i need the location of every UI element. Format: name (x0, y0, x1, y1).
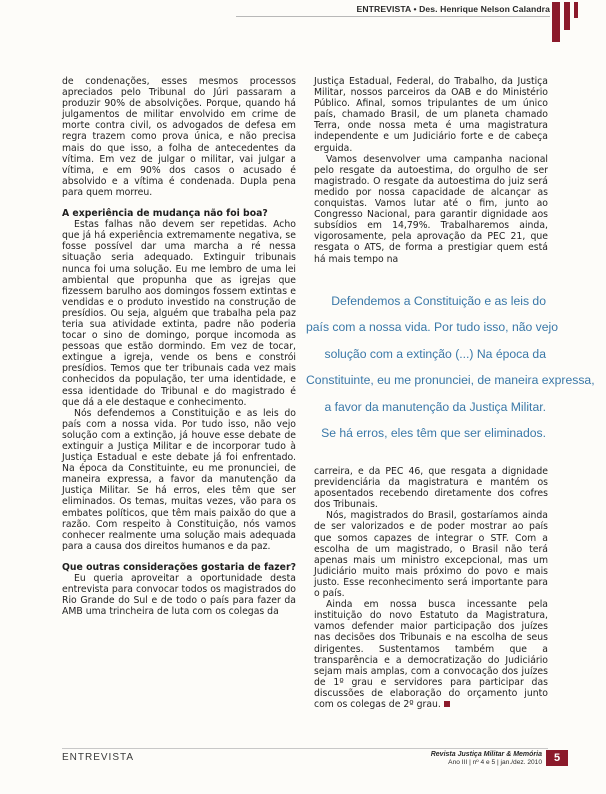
right-column-top (314, 76, 548, 265)
journal-title: Revista Justiça Militar & Memória (430, 751, 542, 758)
paragraph: Justiça Estadual, Federal, do Trabalho, da Justiça Militar, nossos parceiros da OAB e do Ministério Público. Afinal, somos tripulantes de um único país, chamado Brasil, de um planeta chamado Terra, onde nossa meta é uma magistratura independente e um Judiciário forte e de cabeça erguida. (314, 76, 548, 154)
paragraph: Eu queria aproveitar a oportunidade desta entrevista para convocar todos os magistrados do Rio Grande do Sul e de todo o país para fazer da AMB uma trincheira de luta com os colegas da (62, 573, 296, 618)
pull-quote-line: a favor da manutenção da Justiça Militar. (324, 399, 546, 414)
footer-section-label: ENTREVISTA (62, 752, 135, 763)
paragraph: de condenações, esses mesmos processos apreciados pelo Tribunal do Júri passaram a produzir 90% de absolvições. Porque, quando há julgamentos de militar envolvido em crime de morte contra civil, os advogados de defesa em regra trazem como prova única, e não precisa mais do que isso, a folha de antecedentes da vítima. Em vez de julgar o militar, vai julgar a vítima, e em 90% dos casos o acusado é absolvido e a vítima é condenada. Dupla pena para quem morreu. (62, 76, 296, 198)
pull-quote (306, 288, 595, 446)
running-header: ENTREVISTA • Des. Henrique Nelson Calandra (236, 4, 550, 17)
journal-issue: Ano III | nº 4 e 5 | jan./dez. 2010 (448, 759, 542, 766)
right-column-bottom (314, 466, 548, 710)
paragraph-text: Ainda em nossa busca incessante pela instituição do novo Estatuto da Magistratura, vamos defender maior participação dos juízes nas decisões dos Tribunais e na escolha de seus dirigentes. Sustentamos também que a transparência e a democratização do Judiciário sejam mais amplas, com a convocação dos juízes de 1º grau e servidores para participar das discussões de elaboração do orçamento junto com os colegas de 2º grau. (314, 599, 548, 710)
paragraph: Estas falhas não devem ser repetidas. Acho que já há experiência extremamente negativa, se fosse possível dar uma marcha a ré nessa situação seria adequado. Extinguir tribunais nunca foi uma solução. Eu me lembro de uma lei ambiental que propunha que as igrejas que fizessem barulho aos domingos fossem extintas e vendidas e o produto investido na construção de presídios. Ou seja, alguém que trabalha pela paz teria sua atividade extinta, padre não poderia tocar o sino de domingo, porque incomoda as pessoas que estão dormindo. Em vez de tocar, extingue a igreja, vende os bens e constrói presídios. Temos que ter tribunais cada vez mais conhecidos da população, ter uma identidade, e essa identidade do Tribunal e do magistrado é que dá a ele destaque e conhecimento. (62, 219, 296, 408)
left-column (62, 76, 296, 617)
pull-quote-line: Constituinte, eu me pronunciei, de maneira expressa, (306, 373, 595, 388)
pull-quote-line: solução com a extinção (...) Na época da (324, 346, 546, 361)
interview-question: A experiência de mudança não foi boa? (62, 208, 268, 220)
footer-journal-info (420, 751, 542, 767)
paragraph: Nós defendemos a Constituição e as leis do país com a nossa vida. Por tudo isso, não vejo solução com a extinção, já houve esse debate de extinguir a Justiça Militar e de incorporar tudo à Justiça Estadual e este debate já foi enfrentado. Na época da Constituinte, eu me pronunciei, de maneira expressa, a favor da manutenção da Justiça Militar. Se há erros, eles têm que ser eliminados. Os temas, muitas vezes, vão para os embates políticos, que têm mais paixão do que a razão. Com respeito à Constituição, nós vamos conhecer realmente uma solução mais adequada para a causa dos direitos humanos e da paz. (62, 407, 296, 552)
paragraph: Nós, magistrados do Brasil, gostaríamos ainda de ser valorizados e de poder mostrar ao país que somos capazes de integrar o STF. Com a escolha de um magistrado, o Brasil não terá apenas mais um ministro excepcional, mas um Judiciário muito mais próximo do povo e mais justo. Esse reconhecimento será importante para o país. (314, 510, 548, 600)
header-decoration (564, 2, 570, 30)
page-number: 5 (546, 750, 568, 766)
interview-question: Que outras considerações gostaria de fazer? (62, 561, 296, 573)
header-decoration (552, 2, 560, 42)
paragraph: Vamos desenvolver uma campanha nacional pelo resgate da autoestima, do orgulho de ser magistrado. O resgate da autoestima do juiz será medido por nossa capacidade de alcançar as conquistas. Vamos lutar até o fim, junto ao Congresso Nacional, para garantir dignidade aos subsídios em 14,79%. Trabalharemos ainda, vigorosamente, pela aprovação da PEC 21, que resgata o ATS, de forma a prestigiar quem está há mais tempo na (314, 153, 548, 265)
pull-quote-line: país com a nossa vida. Por tudo isso, não vejo (306, 320, 559, 335)
header-decoration (574, 2, 578, 18)
end-of-article-mark (444, 701, 450, 707)
paragraph (314, 599, 548, 710)
paragraph: carreira, e da PEC 46, que resgata a dignidade previdenciária da magistratura e mantém os aposentados recebendo diretamente dos cofres dos Tribunais. (314, 466, 548, 511)
pull-quote-line: Se há erros, eles têm que ser eliminados. (321, 426, 546, 441)
footer-divider (62, 748, 548, 749)
pull-quote-line: Defendemos a Constituição e as leis do (331, 294, 546, 308)
